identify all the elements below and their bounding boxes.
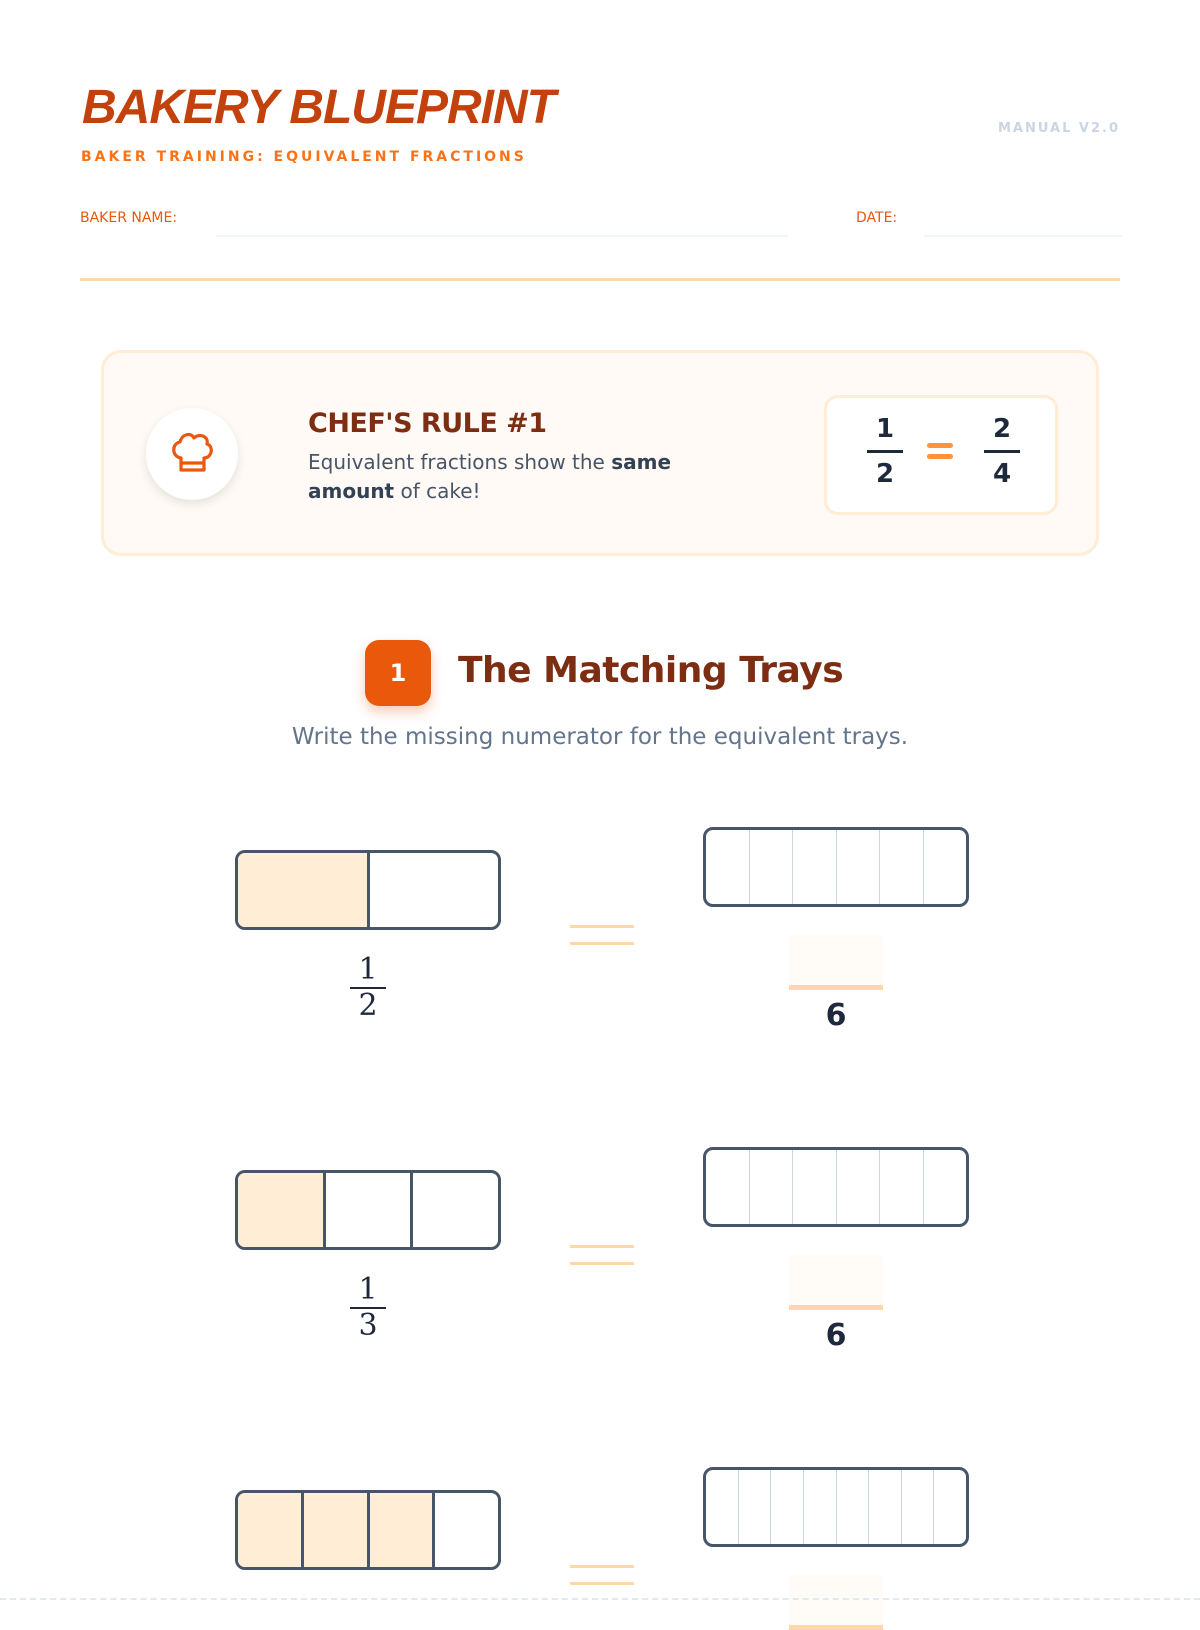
section-number-badge: 1 xyxy=(365,640,431,706)
header-divider xyxy=(80,278,1120,281)
tray-section xyxy=(738,1470,771,1544)
example-right-fraction: 2 4 xyxy=(984,412,1020,491)
baker-name-field[interactable] xyxy=(216,235,788,237)
tray-section xyxy=(410,1173,498,1247)
section-title: The Matching Trays xyxy=(458,650,844,691)
target-tray xyxy=(703,827,969,907)
example-equals-icon xyxy=(927,443,953,459)
chef-badge xyxy=(146,408,238,500)
given-fraction xyxy=(348,1274,388,1342)
tray-section xyxy=(770,1470,803,1544)
target-tray xyxy=(703,1147,969,1227)
given-numerator: 1 xyxy=(358,952,378,987)
tray-section xyxy=(367,1493,433,1567)
tray-section xyxy=(238,853,367,927)
date-field[interactable] xyxy=(924,235,1122,237)
tray-section xyxy=(836,830,880,904)
tray-section xyxy=(803,1470,836,1544)
given-tray xyxy=(235,850,501,930)
given-tray xyxy=(235,1490,501,1570)
tray-section xyxy=(238,1493,301,1567)
tray-section xyxy=(432,1493,498,1567)
tray-section xyxy=(792,1150,836,1224)
numerator-answer-input[interactable] xyxy=(789,1575,883,1630)
tray-section xyxy=(933,1470,966,1544)
numerator-answer-input[interactable] xyxy=(789,1255,883,1310)
chef-hat-icon xyxy=(169,430,215,478)
given-numerator: 1 xyxy=(358,1272,378,1307)
given-fraction xyxy=(348,954,388,1022)
tray-section xyxy=(836,1470,869,1544)
rule-title: CHEF'S RULE #1 xyxy=(308,408,547,439)
example-fraction-box xyxy=(824,395,1058,515)
tray-section xyxy=(868,1470,901,1544)
tray-section xyxy=(706,830,749,904)
tray-section xyxy=(238,1173,323,1247)
tray-section xyxy=(879,1150,923,1224)
tray-section xyxy=(706,1470,738,1544)
tray-section xyxy=(901,1470,934,1544)
tray-section xyxy=(706,1150,749,1224)
section-instruction: Write the missing numerator for the equivalent trays. xyxy=(291,724,909,750)
tray-section xyxy=(879,830,923,904)
tray-section xyxy=(923,830,967,904)
manual-version: MANUAL V2.0 xyxy=(998,121,1120,136)
tray-section xyxy=(367,853,499,927)
worksheet-title: BAKERY BLUEPRINT xyxy=(82,81,555,134)
rule-text: Equivalent fractions show the same amount of cake! xyxy=(308,450,672,503)
date-label: DATE: xyxy=(856,210,898,226)
example-left-fraction: 1 2 xyxy=(867,412,903,491)
tray-section xyxy=(749,1150,793,1224)
tray-section xyxy=(836,1150,880,1224)
given-tray xyxy=(235,1170,501,1250)
numerator-answer-input[interactable] xyxy=(789,935,883,990)
tray-section xyxy=(792,830,836,904)
equals-icon xyxy=(570,925,634,949)
tray-section xyxy=(923,1150,967,1224)
given-denominator: 2 xyxy=(358,988,378,1023)
worksheet-subtitle: BAKER TRAINING: EQUIVALENT FRACTIONS xyxy=(81,149,527,165)
baker-name-label: BAKER NAME: xyxy=(80,210,178,226)
target-tray xyxy=(703,1467,969,1547)
target-denominator: 6 xyxy=(825,1318,847,1353)
tray-section xyxy=(323,1173,411,1247)
equals-icon xyxy=(570,1245,634,1269)
equals-icon xyxy=(570,1565,634,1589)
target-denominator: 6 xyxy=(825,998,847,1033)
tray-section xyxy=(301,1493,367,1567)
given-denominator: 3 xyxy=(358,1308,378,1343)
tray-section xyxy=(749,830,793,904)
